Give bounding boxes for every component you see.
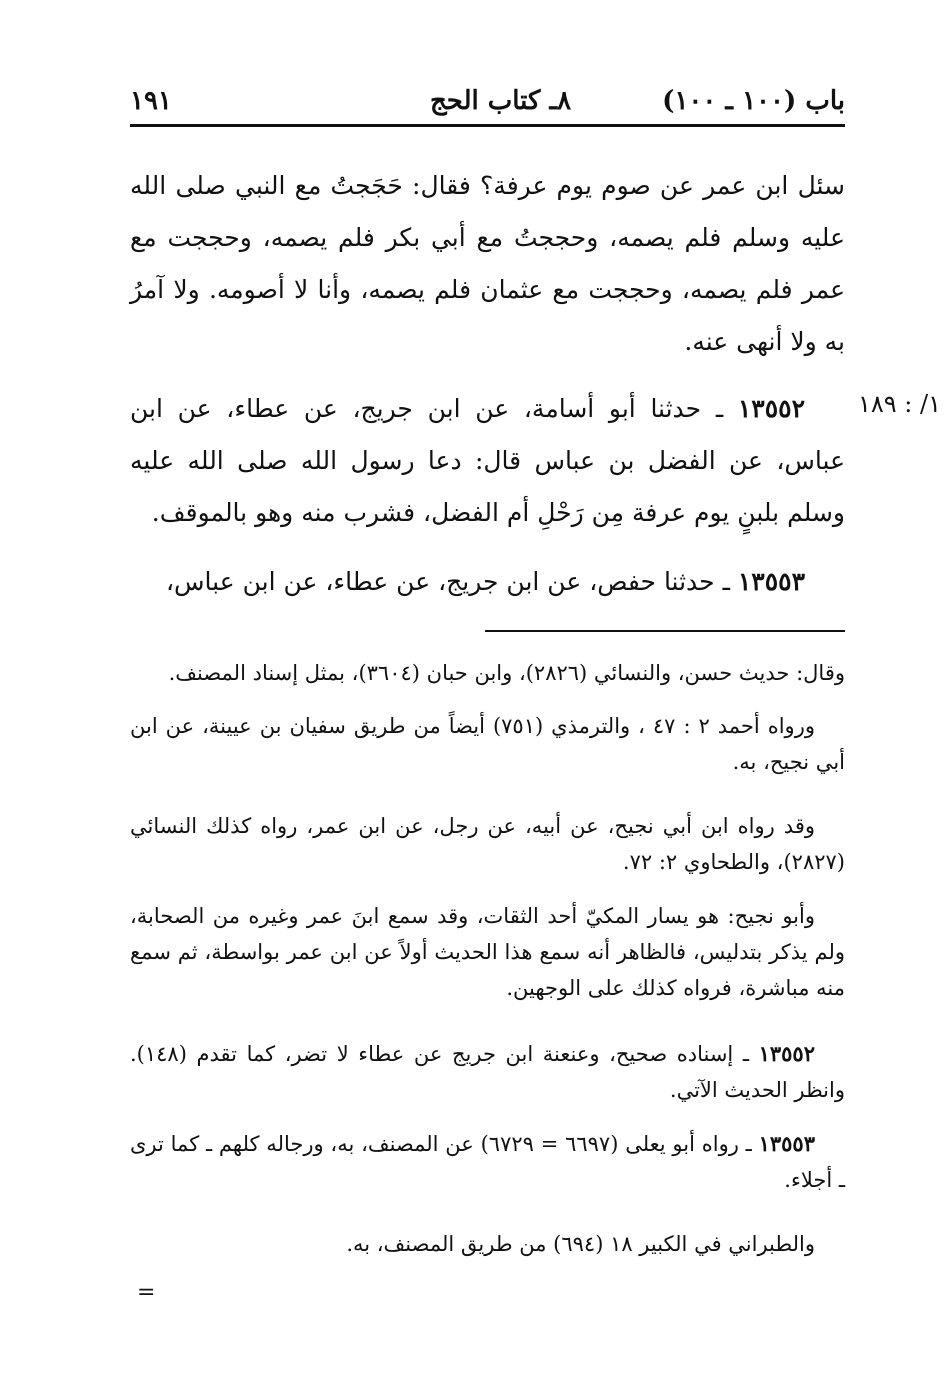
page-number: ١٩١ [130,86,172,116]
footnote-3: وقد رواه ابن أبي نجيح، عن أبيه، عن رجل، عن ابن عمر، رواه كذلك النسائي (٢٨٢٧)، والطحاوي ٢: ٧٢. [130,814,845,874]
page-header [130,78,845,122]
footnote-7: والطبراني في الكبير ١٨ (٦٩٤) من طريق المصنف، به. [346,1232,815,1256]
footnote-4: وأبو نجيح: هو يسار المكيّ أحد الثقات، وقد سمع ابنَ عمر وغيره من الصحابة، ولم يذكر بتدليس، فالظاهر أنه سمع هذا الحديث أولاً عن ابن عمر بواسطة، ثم سمع منه مباشرة، فرواه كذلك على الوجهين. [130,904,845,1000]
hadith-text: ـ حدثنا حفص، عن ابن جريج، عن عطاء، عن ابن عباس، [165,567,738,596]
footnote-text: ـ إسناده صحيح، وعنعنة ابن جريج عن عطاء لا تضر، كما تقدم (١٤٨). وانظر الحديث الآتي. [130,1042,845,1102]
hadith-number: ١٣٥٥٣ [737,567,805,596]
header-divider [130,124,845,127]
hadith-13553 [130,556,845,608]
footnote-text: ـ رواه أبو يعلى (٦٦٩٧ = ٦٧٢٩) عن المصنف، به، ورجاله كلهم ـ كما ترى ـ أجلاء. [130,1132,845,1192]
paragraph-text: سئل ابن عمر عن صوم يوم عرفة؟ فقال: حَجَجتُ مع النبي صلى الله عليه وسلم فلم يصمه، وحججتُ مع أبي بكر فلم يصمه، وحججت مع عمر فلم يصمه، وحججت مع عثمان فلم يصمه، وأنا لا أصومه. ولا آمرُ به ولا أنهى عنه. [130,171,845,356]
footnote-number: ١٣٥٥٢ [758,1041,815,1066]
footnote-1: وقال: حديث حسن، والنسائي (٢٨٢٦)، وابن حبان (٣٦٠٤)، بمثل إسناد المصنف. [168,661,845,685]
footnote-2: ورواه أحمد ٢ : ٤٧ ، والترمذي (٧٥١) أيضاً من طريق سفيان بن عيينة، عن ابن أبي نجيح، به. [130,714,845,774]
hadith-text: ـ حدثنا أبو أسامة، عن ابن جريج، عن عطاء، عن ابن عباس، عن الفضل بن عباس قال: دعا رسول الله صلى الله عليه وسلم بلبنٍ يوم عرفة مِن رَحْلِ أم الفضل، فشرب منه وهو بالموقف. [130,394,845,527]
margin-reference: ١/ : ١٨٩ [858,390,941,418]
hadith-number: ١٣٥٥٢ [737,394,805,423]
footnote-5 [130,1036,845,1108]
main-paragraph [130,160,845,368]
footnote-6 [130,1126,845,1198]
continuation-mark: = [137,1280,156,1305]
book-title: ٨ـ كتاب الحج [430,86,572,116]
hadith-13552 [130,383,845,539]
footnote-number: ١٣٥٥٣ [758,1131,815,1156]
footnote-divider [485,630,845,632]
chapter-title: باب (١٠٠ ـ ١٠٠) [662,86,845,116]
